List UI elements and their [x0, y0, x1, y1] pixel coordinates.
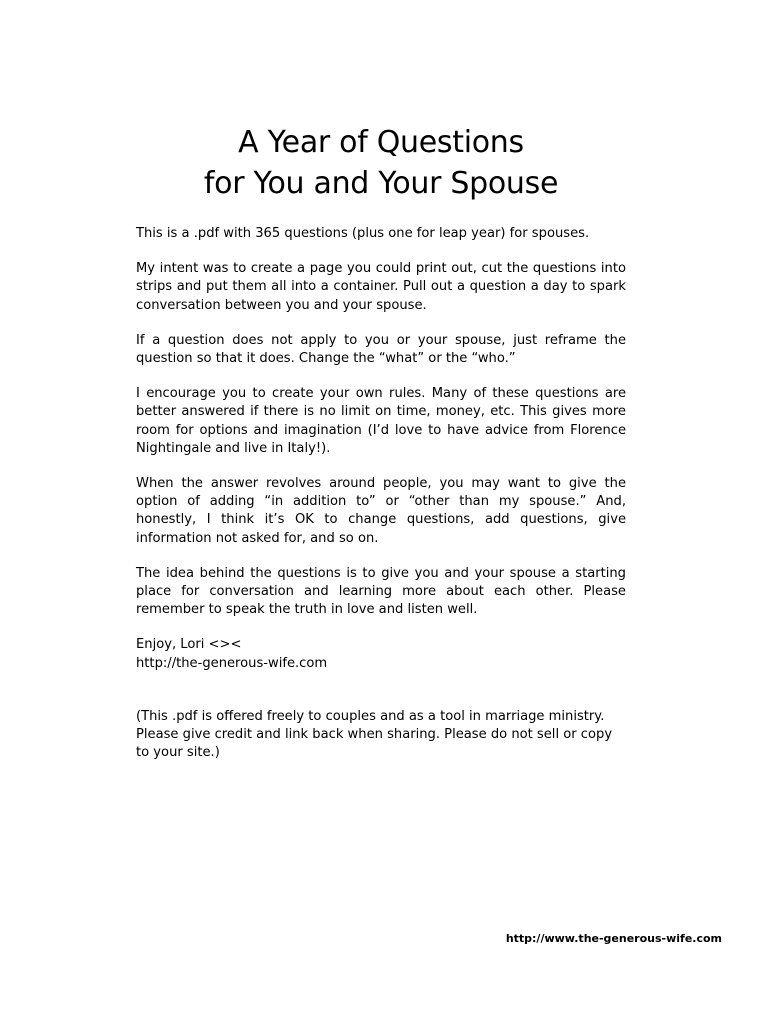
- idea-paragraph: The idea behind the questions is to give you and your spouse a starting place for conversation and learning more about each other. Please remember to speak the truth in love and listen well.: [136, 565, 626, 618]
- signoff-text: Enjoy, Lori <><: [136, 637, 242, 653]
- reframe-paragraph: If a question does not apply to you or your spouse, just reframe the question so that it does. Change the “what” or the “who.”: [136, 332, 626, 367]
- footer-link[interactable]: http://www.the-generous-wife.com: [505, 932, 722, 945]
- intent-paragraph: My intent was to create a page you could print out, cut the questions into strips and put them all into a container. Pull out a question a day to spark conversation between you and your spouse.: [136, 261, 626, 313]
- title-line-1: A Year of Questions: [238, 125, 524, 161]
- rules-paragraph: I encourage you to create your own rules. Many of these questions are better answered if there is no limit on time, money, etc. This gives more room for options and imagination (I’d love to have advice from Florence Nightingale and live in Italy!).: [136, 386, 626, 456]
- usage-note: (This .pdf is offered freely to couples and as a tool in marriage ministry. Please give credit and link back when sharing. Please do not sell or copy to your site.): [136, 708, 613, 761]
- signoff-link[interactable]: http://the-generous-wife.com: [136, 655, 328, 671]
- people-paragraph: When the answer revolves around people, you may want to give the option of adding “in addition to” or “other than my spouse.” And, honestly, I think it’s OK to change questions, add questions, give information not asked for, and so on.: [136, 476, 626, 546]
- intro-paragraph: This is a .pdf with 365 questions (plus one for leap year) for spouses.: [136, 226, 590, 241]
- document-title: [0, 122, 762, 204]
- title-line-2: for You and Your Spouse: [203, 166, 559, 202]
- document-body: [136, 225, 626, 779]
- signoff: [136, 636, 626, 672]
